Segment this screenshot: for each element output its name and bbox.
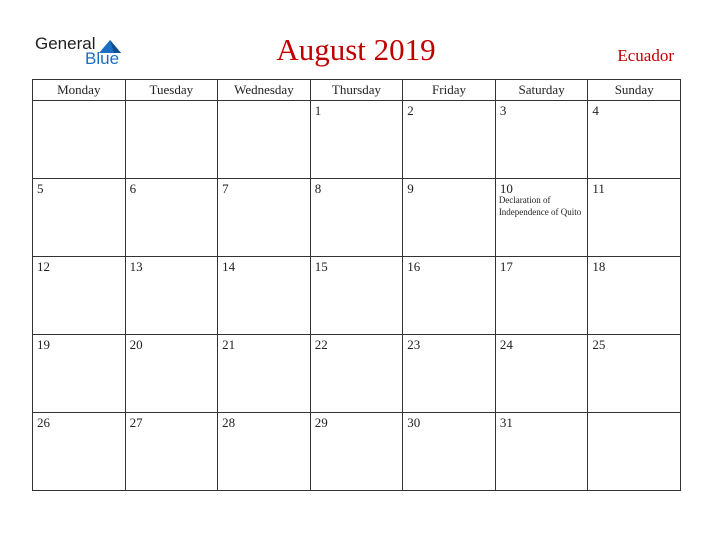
day-number: 13 xyxy=(129,259,143,274)
day-number: 5 xyxy=(37,181,44,196)
day-number: 15 xyxy=(314,259,328,274)
day-cell xyxy=(310,335,403,413)
weekday-header: Friday xyxy=(403,80,496,101)
week-row xyxy=(33,179,681,257)
day-cell xyxy=(125,101,218,179)
calendar-grid xyxy=(32,79,681,491)
logo-text-general: General xyxy=(35,34,96,53)
day-cell xyxy=(310,413,403,491)
day-number: 30 xyxy=(407,415,421,430)
day-cell xyxy=(218,413,311,491)
day-cell xyxy=(33,257,126,335)
day-number: 3 xyxy=(499,103,507,118)
day-cell xyxy=(403,257,496,335)
day-cell xyxy=(403,179,496,257)
day-number: 4 xyxy=(592,103,599,118)
day-number: 26 xyxy=(37,415,50,430)
day-number: 1 xyxy=(314,103,322,118)
day-number: 18 xyxy=(592,259,606,274)
day-number: 12 xyxy=(37,259,50,274)
day-number: 9 xyxy=(407,181,414,196)
day-number: 8 xyxy=(314,181,322,196)
logo-text-blue: Blue xyxy=(85,49,120,68)
day-cell xyxy=(495,335,588,413)
day-cell xyxy=(33,335,126,413)
day-cell xyxy=(495,179,588,257)
holiday-label: Declaration of Independence of Quito xyxy=(498,195,582,217)
day-cell xyxy=(33,101,126,179)
weekday-header: Thursday xyxy=(310,80,403,101)
day-number: 19 xyxy=(37,337,50,352)
day-number: 25 xyxy=(592,337,606,352)
week-row xyxy=(33,335,681,413)
day-number: 27 xyxy=(129,415,143,430)
weekday-header: Tuesday xyxy=(125,80,218,101)
day-number: 29 xyxy=(314,415,328,430)
week-row xyxy=(33,413,681,491)
day-cell xyxy=(495,101,588,179)
day-cell xyxy=(588,413,681,491)
day-number: 2 xyxy=(407,103,414,118)
country-name: Ecuador xyxy=(617,46,674,65)
day-number: 31 xyxy=(499,415,513,430)
day-cell xyxy=(125,179,218,257)
day-number: 28 xyxy=(222,415,236,430)
day-number: 24 xyxy=(499,337,513,352)
day-number: 14 xyxy=(222,259,236,274)
weekday-header: Saturday xyxy=(495,80,588,101)
day-number: 17 xyxy=(499,259,513,274)
day-cell xyxy=(218,101,311,179)
day-number: 10 xyxy=(499,181,513,196)
day-cell xyxy=(495,257,588,335)
weekday-header-row xyxy=(33,80,681,101)
week-row xyxy=(33,257,681,335)
day-cell xyxy=(403,335,496,413)
day-cell xyxy=(403,413,496,491)
day-cell xyxy=(495,413,588,491)
day-number: 7 xyxy=(222,181,229,196)
day-cell xyxy=(588,257,681,335)
day-number: 23 xyxy=(407,337,421,352)
day-cell xyxy=(218,335,311,413)
day-number: 16 xyxy=(407,259,421,274)
day-cell xyxy=(588,179,681,257)
day-cell xyxy=(125,413,218,491)
day-number: 21 xyxy=(222,337,236,352)
day-cell xyxy=(33,179,126,257)
day-cell xyxy=(310,257,403,335)
weekday-header: Monday xyxy=(33,80,126,101)
day-cell xyxy=(588,101,681,179)
calendar-title: August 2019 xyxy=(276,32,436,67)
day-cell xyxy=(218,179,311,257)
day-number: 11 xyxy=(592,181,605,196)
day-cell xyxy=(125,257,218,335)
day-cell xyxy=(125,335,218,413)
day-number: 6 xyxy=(129,181,137,196)
day-cell xyxy=(310,101,403,179)
weekday-header: Wednesday xyxy=(218,80,311,101)
week-row xyxy=(33,101,681,179)
day-number: 22 xyxy=(314,337,328,352)
day-cell xyxy=(218,257,311,335)
day-cell xyxy=(588,335,681,413)
day-cell xyxy=(310,179,403,257)
weekday-header: Sunday xyxy=(588,80,681,101)
day-number: 20 xyxy=(129,337,143,352)
day-cell xyxy=(403,101,496,179)
day-cell xyxy=(33,413,126,491)
